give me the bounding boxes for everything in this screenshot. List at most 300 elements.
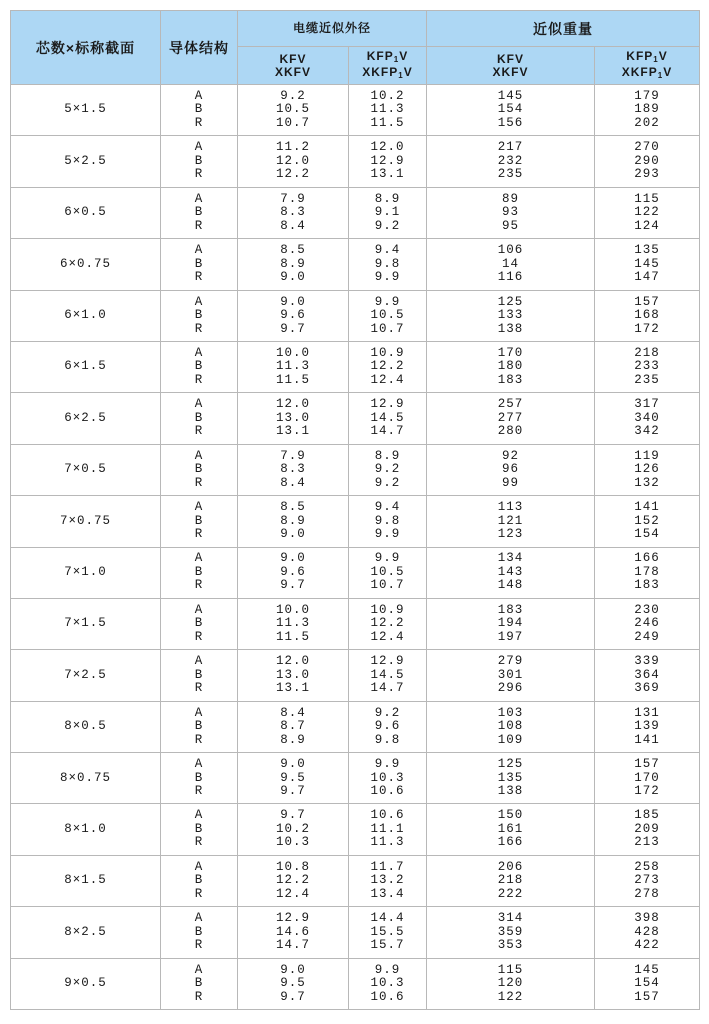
table-row	[11, 239, 700, 290]
cell-weight-kfp	[595, 753, 700, 804]
cell-value: 138	[497, 784, 524, 799]
cell-diameter-kfv	[238, 958, 349, 1009]
header-line: KFV	[279, 51, 307, 66]
cell-value: 172	[634, 784, 660, 799]
cell-value: A	[194, 757, 204, 772]
cell-diameter-kfv	[238, 444, 349, 495]
cell-value: 148	[497, 578, 524, 593]
cell-diameter-kfv	[238, 496, 349, 547]
cell-value: R	[194, 475, 204, 490]
cell-value: 369	[634, 681, 660, 696]
cell-diameter-kfv	[238, 136, 349, 187]
cell-value: 9.9	[374, 551, 401, 566]
cell-value: 13.1	[275, 681, 310, 696]
cell-value: 10.9	[370, 345, 405, 360]
cell-value: 156	[497, 115, 524, 130]
cell-structure	[161, 907, 238, 958]
cell-value: 103	[497, 705, 524, 720]
cell-value: 172	[634, 321, 660, 336]
header-line: XKFV	[492, 64, 529, 79]
cell-weight-kfv	[427, 958, 595, 1009]
cell-value: 232	[497, 153, 524, 168]
cell-value: 122	[634, 205, 660, 220]
cell-size: 7×1.0	[11, 547, 161, 598]
cell-value: B	[194, 102, 204, 117]
cell-value: 12.2	[370, 616, 405, 631]
cell-value: 12.0	[275, 153, 310, 168]
cell-structure	[161, 496, 238, 547]
cell-value: 168	[634, 308, 660, 322]
cell-value: 15.7	[370, 938, 405, 953]
cell-value: 9.9	[374, 527, 401, 542]
cell-value: A	[194, 500, 204, 515]
cell-value: R	[194, 115, 204, 130]
cell-value: 11.1	[370, 821, 405, 836]
cell-value: A	[194, 243, 204, 258]
cell-value: A	[194, 88, 204, 103]
cell-value: 9.7	[280, 321, 306, 336]
table-body	[11, 85, 700, 1010]
cell-value: 10.3	[370, 770, 405, 785]
cell-weight-kfp	[595, 444, 700, 495]
cell-value: 11.5	[370, 115, 405, 130]
cell-value: 9.0	[280, 757, 306, 772]
table-row	[11, 598, 700, 649]
cell-value: A	[194, 705, 204, 720]
cell-value: 109	[497, 732, 524, 747]
cell-diameter-kfv	[238, 547, 349, 598]
cell-value: 422	[634, 938, 660, 953]
cell-value: 12.4	[370, 629, 405, 644]
header-line: $XKFP_1V$	[621, 64, 673, 80]
cell-value: 132	[634, 475, 660, 490]
cell-value: 9.8	[374, 256, 401, 271]
cell-value: A	[194, 808, 204, 823]
cell-structure	[161, 85, 238, 136]
cell-weight-kfp	[595, 547, 700, 598]
cell-size: 5×1.5	[11, 85, 161, 136]
cell-value: 135	[497, 770, 524, 785]
cell-value: 257	[497, 397, 524, 412]
cell-value: 8.9	[374, 191, 401, 206]
cell-value: 213	[634, 835, 660, 850]
header-line: XKFV	[274, 64, 311, 79]
table-row	[11, 855, 700, 906]
cell-value: A	[194, 191, 204, 206]
cell-diameter-kfv	[238, 85, 349, 136]
cell-diameter-kfv	[238, 239, 349, 290]
cell-value: 428	[634, 924, 660, 939]
cell-value: 116	[497, 270, 524, 285]
cell-diameter-kfp	[349, 907, 427, 958]
cell-value: 11.3	[370, 835, 405, 850]
cell-value: 278	[634, 886, 660, 901]
table-row	[11, 804, 700, 855]
cell-value: 12.9	[370, 654, 405, 669]
cell-value: 13.0	[275, 667, 310, 682]
cell-value: B	[194, 513, 204, 528]
table-row	[11, 341, 700, 392]
cell-diameter-kfp	[349, 290, 427, 341]
cell-value: B	[194, 359, 204, 374]
cell-diameter-kfv	[238, 804, 349, 855]
cell-value: A	[194, 397, 204, 412]
cell-value: 95	[502, 218, 520, 233]
cell-value: 185	[634, 808, 660, 823]
cell-value: B	[194, 873, 204, 888]
table-row	[11, 85, 700, 136]
cell-value: 8.5	[280, 243, 306, 258]
cell-value: 218	[634, 345, 660, 360]
cell-value: 10.6	[370, 784, 405, 799]
cell-value: 170	[497, 345, 524, 360]
cell-diameter-kfp	[349, 496, 427, 547]
cell-value: B	[194, 410, 204, 425]
cell-value: 339	[634, 654, 660, 669]
cell-diameter-kfv	[238, 650, 349, 701]
cell-value: 9.9	[374, 270, 401, 285]
cell-value: R	[194, 167, 204, 182]
cell-size: 8×0.75	[11, 753, 161, 804]
cell-size: 6×0.5	[11, 187, 161, 238]
cell-value: 9.9	[374, 757, 401, 772]
cell-value: 270	[634, 140, 660, 155]
cell-value: 12.9	[370, 397, 405, 412]
cell-value: 115	[634, 191, 660, 206]
cell-value: 157	[634, 294, 660, 309]
cell-value: 12.2	[275, 167, 310, 182]
cell-value: R	[194, 886, 204, 901]
cell-value: 10.3	[275, 835, 310, 850]
cell-structure	[161, 136, 238, 187]
cell-size: 8×1.5	[11, 855, 161, 906]
cell-value: 8.3	[280, 462, 306, 477]
cell-value: 9.6	[280, 564, 306, 579]
cell-structure	[161, 701, 238, 752]
cell-value: B	[194, 462, 204, 477]
cell-value: 209	[634, 821, 660, 836]
cell-value: B	[194, 205, 204, 220]
cell-weight-kfp	[595, 136, 700, 187]
cell-value: 8.9	[280, 513, 306, 528]
cell-value: B	[194, 153, 204, 168]
cell-structure	[161, 393, 238, 444]
cell-value: 11.3	[275, 359, 310, 374]
cell-value: 119	[634, 448, 660, 463]
cell-diameter-kfv	[238, 907, 349, 958]
cell-value: 258	[634, 859, 660, 874]
cell-value: 11.5	[275, 372, 310, 387]
cell-weight-kfv	[427, 598, 595, 649]
cell-value: 13.2	[370, 873, 405, 888]
cell-value: 9.1	[374, 205, 401, 220]
cell-value: 8.4	[280, 218, 306, 233]
cell-weight-kfv	[427, 701, 595, 752]
cell-diameter-kfp	[349, 958, 427, 1009]
cell-value: 11.3	[370, 102, 405, 117]
cell-weight-kfv	[427, 753, 595, 804]
cell-value: R	[194, 527, 204, 542]
header-line: KFV	[497, 51, 525, 66]
cell-value: A	[194, 911, 204, 926]
cell-value: 273	[634, 873, 660, 888]
cell-value: 290	[634, 153, 660, 168]
cell-value: 14.4	[370, 911, 405, 926]
cell-value: 8.9	[280, 256, 306, 271]
cell-value: A	[194, 602, 204, 617]
cell-weight-kfp	[595, 958, 700, 1009]
cell-value: B	[194, 770, 204, 785]
cell-value: 9.0	[280, 270, 306, 285]
cell-weight-kfp	[595, 598, 700, 649]
cell-value: 139	[634, 719, 660, 734]
table-row	[11, 496, 700, 547]
header-line: $KFP_1V$	[366, 48, 409, 64]
cell-value: A	[194, 859, 204, 874]
cell-weight-kfv	[427, 804, 595, 855]
table-row	[11, 136, 700, 187]
cell-value: A	[194, 962, 204, 977]
cell-value: 202	[634, 115, 660, 130]
cell-value: 11.2	[275, 140, 310, 155]
cell-value: 120	[497, 976, 524, 991]
cell-value: 9.6	[374, 719, 401, 734]
cell-value: 9.0	[280, 962, 306, 977]
cell-value: 123	[497, 527, 524, 542]
cell-value: 92	[502, 448, 520, 463]
cell-value: 99	[502, 475, 520, 490]
cell-value: 342	[634, 424, 660, 439]
cell-value: 9.5	[280, 770, 306, 785]
cell-value: 9.0	[280, 527, 306, 542]
cell-size: 8×2.5	[11, 907, 161, 958]
cell-structure	[161, 444, 238, 495]
cell-value: 154	[634, 527, 660, 542]
cell-diameter-kfp	[349, 239, 427, 290]
cell-value: R	[194, 989, 204, 1004]
cell-value: 121	[497, 513, 524, 528]
cell-value: 143	[497, 564, 524, 579]
cell-value: B	[194, 976, 204, 991]
cell-value: 10.6	[370, 989, 405, 1004]
cell-weight-kfp	[595, 701, 700, 752]
cell-value: 10.0	[275, 345, 310, 360]
cell-diameter-kfv	[238, 855, 349, 906]
cell-value: 10.6	[370, 808, 405, 823]
table-row	[11, 753, 700, 804]
cell-value: 122	[497, 989, 524, 1004]
cell-structure	[161, 958, 238, 1009]
cell-value: 96	[502, 462, 520, 477]
cell-structure	[161, 187, 238, 238]
cell-value: 301	[497, 667, 524, 682]
cell-value: 126	[634, 462, 660, 477]
cell-structure	[161, 753, 238, 804]
cell-value: 10.7	[370, 321, 405, 336]
cell-diameter-kfv	[238, 187, 349, 238]
cell-diameter-kfp	[349, 855, 427, 906]
cell-value: 13.0	[275, 410, 310, 425]
cell-value: 10.2	[370, 88, 405, 103]
cell-size: 7×1.5	[11, 598, 161, 649]
cell-value: 12.2	[275, 873, 310, 888]
cell-value: 11.7	[370, 859, 405, 874]
cell-value: 218	[497, 873, 524, 888]
cell-value: R	[194, 629, 204, 644]
cell-value: 9.5	[280, 976, 306, 991]
cell-value: 124	[634, 218, 660, 233]
cell-value: 180	[497, 359, 524, 374]
cell-value: 8.4	[280, 475, 306, 490]
cell-diameter-kfv	[238, 753, 349, 804]
cell-size: 8×1.0	[11, 804, 161, 855]
cell-diameter-kfp	[349, 136, 427, 187]
cell-value: 12.4	[275, 886, 310, 901]
cell-value: 183	[497, 372, 524, 387]
header-line: $KFP_1V$	[626, 48, 668, 64]
cell-value: 189	[634, 102, 660, 117]
cell-value: B	[194, 564, 204, 579]
cell-size: 9×0.5	[11, 958, 161, 1009]
cell-value: 14.7	[370, 424, 405, 439]
cell-value: 138	[497, 321, 524, 336]
cell-diameter-kfv	[238, 701, 349, 752]
cell-weight-kfv	[427, 290, 595, 341]
cell-value: 9.7	[280, 578, 306, 593]
cell-value: 10.2	[275, 821, 310, 836]
cell-value: 10.7	[275, 115, 310, 130]
cell-value: 235	[634, 372, 660, 387]
cell-size: 6×0.75	[11, 239, 161, 290]
table-row	[11, 187, 700, 238]
cell-value: 10.7	[370, 578, 405, 593]
cell-value: 150	[497, 808, 524, 823]
cable-spec-table	[10, 10, 700, 1010]
cell-value: 359	[497, 924, 524, 939]
cell-weight-kfv	[427, 393, 595, 444]
cell-value: R	[194, 732, 204, 747]
cell-value: 145	[634, 256, 660, 271]
cell-weight-kfv	[427, 907, 595, 958]
cell-value: 280	[497, 424, 524, 439]
cell-value: R	[194, 938, 204, 953]
cell-value: 131	[634, 705, 660, 720]
cell-structure	[161, 598, 238, 649]
cell-value: 178	[634, 564, 660, 579]
cell-value: 166	[634, 551, 660, 566]
cell-weight-kfp	[595, 187, 700, 238]
cell-value: 9.2	[374, 705, 401, 720]
cell-value: 235	[497, 167, 524, 182]
cell-value: 9.0	[280, 294, 306, 309]
cell-value: 9.2	[280, 88, 306, 103]
cell-value: 230	[634, 602, 660, 617]
cell-value: 9.4	[374, 243, 401, 258]
cell-value: 125	[497, 757, 524, 772]
cell-weight-kfv	[427, 136, 595, 187]
cell-value: R	[194, 270, 204, 285]
cell-diameter-kfp	[349, 701, 427, 752]
cell-value: 7.9	[280, 191, 306, 206]
table-header	[11, 11, 700, 85]
cell-value: 10.9	[370, 602, 405, 617]
cell-diameter-kfp	[349, 753, 427, 804]
cell-diameter-kfp	[349, 85, 427, 136]
cell-value: 12.9	[275, 911, 310, 926]
cell-value: R	[194, 321, 204, 336]
cell-value: R	[194, 681, 204, 696]
cell-value: 9.2	[374, 475, 401, 490]
cell-value: 11.5	[275, 629, 310, 644]
header-diameter-kfv	[238, 47, 349, 85]
cell-value: 141	[634, 500, 660, 515]
cell-value: 9.7	[280, 989, 306, 1004]
cell-value: B	[194, 667, 204, 682]
cell-value: 108	[497, 719, 524, 734]
cell-value: 14.6	[275, 924, 310, 939]
cell-weight-kfp	[595, 804, 700, 855]
cell-value: 13.1	[275, 424, 310, 439]
cell-value: 353	[497, 938, 524, 953]
table-row	[11, 290, 700, 341]
cell-size: 7×0.75	[11, 496, 161, 547]
cell-value: 125	[497, 294, 524, 309]
cell-value: B	[194, 719, 204, 734]
table-row	[11, 393, 700, 444]
cell-size: 6×1.5	[11, 341, 161, 392]
cell-value: 106	[497, 243, 524, 258]
cell-value: A	[194, 140, 204, 155]
cell-value: 9.9	[374, 962, 401, 977]
cell-structure	[161, 239, 238, 290]
cell-value: 7.9	[280, 448, 306, 463]
cell-value: 8.3	[280, 205, 306, 220]
cell-value: 133	[497, 308, 524, 322]
cell-value: 9.4	[374, 500, 401, 515]
cell-value: 154	[634, 976, 660, 991]
cell-value: 166	[497, 835, 524, 850]
cell-value: B	[194, 924, 204, 939]
cell-value: 113	[497, 500, 524, 515]
cell-value: 246	[634, 616, 660, 631]
cell-value: 154	[497, 102, 524, 117]
cell-value: A	[194, 294, 204, 309]
cell-diameter-kfp	[349, 187, 427, 238]
header-diameter-kfp	[349, 47, 427, 85]
cell-weight-kfv	[427, 496, 595, 547]
cell-value: 14	[502, 256, 520, 271]
cell-value: 14.5	[370, 410, 405, 425]
cell-value: 279	[497, 654, 524, 669]
cell-value: 89	[502, 191, 520, 206]
header-weight-kfv	[427, 47, 595, 85]
cell-value: 8.7	[280, 719, 306, 734]
cell-value: A	[194, 654, 204, 669]
cell-value: 8.4	[280, 705, 306, 720]
cell-value: R	[194, 218, 204, 233]
cell-diameter-kfp	[349, 598, 427, 649]
table-row	[11, 701, 700, 752]
cell-structure	[161, 855, 238, 906]
cell-structure	[161, 290, 238, 341]
cell-value: 12.0	[275, 654, 310, 669]
cell-value: 183	[634, 578, 660, 593]
cell-value: 161	[497, 821, 524, 836]
cell-value: 147	[634, 270, 660, 285]
cell-value: 9.8	[374, 513, 401, 528]
cell-value: 293	[634, 167, 660, 182]
cell-weight-kfp	[595, 496, 700, 547]
